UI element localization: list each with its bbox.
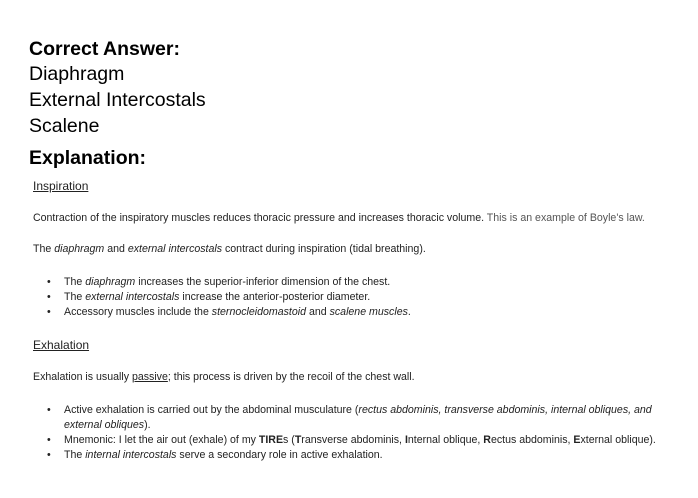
text-run: Exhalation is usually xyxy=(33,371,132,383)
text-run: Active exhalation is carried out by the abdominal musculature ( xyxy=(64,404,359,416)
text-run: The xyxy=(64,276,86,288)
text-run: Mnemonic: I let the air out (exhale) of my xyxy=(64,434,259,446)
text-run: The xyxy=(64,291,86,303)
text-run: increases the superior-inferior dimension of the chest. xyxy=(135,276,391,288)
text-run: diaphragm xyxy=(85,276,136,288)
list-item xyxy=(33,448,656,463)
text-run: TIRE xyxy=(258,434,284,446)
text-run: ransverse abdominis, xyxy=(301,434,405,446)
text-run: s ( xyxy=(283,434,295,446)
correct-answer-section xyxy=(29,37,206,139)
text-run: I xyxy=(404,434,408,446)
paragraph-text: Contraction of the inspiratory muscles reduces thoracic pressure and increases thoracic volume. xyxy=(33,212,485,224)
list-item xyxy=(33,290,411,305)
exhalation-paragraph xyxy=(33,371,415,383)
inspiration-paragraph-2 xyxy=(33,243,426,255)
text-run: The xyxy=(64,449,86,461)
inspiration-bullet-list xyxy=(33,275,411,320)
answer-item: Diaphragm xyxy=(29,63,125,85)
text-run: sternocleidomastoid xyxy=(211,306,307,318)
text-run: external intercostals xyxy=(127,243,223,255)
exhalation-bullet-list xyxy=(33,403,656,463)
passive-term: passive xyxy=(131,371,168,383)
text-run: contract during inspiration (tidal breathing). xyxy=(222,243,426,255)
answer-item: External Intercostals xyxy=(29,89,206,111)
bullet-icon: • xyxy=(47,449,51,461)
text-run: . xyxy=(407,306,411,318)
text-run: diaphragm xyxy=(54,243,105,255)
correct-answer-heading: Correct Answer: xyxy=(29,38,180,60)
text-run: external intercostals xyxy=(85,291,180,303)
text-run: The xyxy=(33,243,55,255)
text-run: external obliques xyxy=(64,419,145,431)
text-run: scalene muscles xyxy=(329,306,408,318)
list-item xyxy=(33,275,411,290)
text-run: internal intercostals xyxy=(85,449,177,461)
bullet-icon: • xyxy=(47,404,51,416)
text-run: serve a secondary role in active exhalation. xyxy=(176,449,383,461)
text-run: xternal oblique). xyxy=(580,434,656,446)
bullet-icon: • xyxy=(47,434,51,446)
list-item xyxy=(33,433,656,448)
text-run: and xyxy=(104,243,128,255)
bullet-icon: • xyxy=(47,276,51,288)
bullet-icon: • xyxy=(47,306,51,318)
inspiration-title: Inspiration xyxy=(33,179,89,193)
explanation-heading: Explanation: xyxy=(29,147,147,169)
bullet-icon: • xyxy=(47,291,51,303)
text-run: and xyxy=(306,306,330,318)
text-run: R xyxy=(483,434,491,446)
text-run: ). xyxy=(144,419,151,431)
text-run: Accessory muscles include the xyxy=(64,306,212,318)
text-run: T xyxy=(294,434,302,446)
boyles-law-note: This is an example of Boyle's law. xyxy=(484,212,645,224)
text-run: nternal oblique, xyxy=(407,434,484,446)
text-run: ectus abdominis, xyxy=(490,434,574,446)
text-run: E xyxy=(573,434,581,446)
answer-item: Scalene xyxy=(29,115,100,137)
exhalation-title: Exhalation xyxy=(33,338,90,352)
text-run: rectus abdominis, transverse abdominis, internal obliques, and xyxy=(358,404,652,416)
list-item xyxy=(33,305,411,320)
list-item xyxy=(33,403,656,433)
text-run: increase the anterior-posterior diameter. xyxy=(179,291,371,303)
text-run: ; this process is driven by the recoil of the chest wall. xyxy=(167,371,415,383)
inspiration-paragraph-1 xyxy=(33,212,645,224)
